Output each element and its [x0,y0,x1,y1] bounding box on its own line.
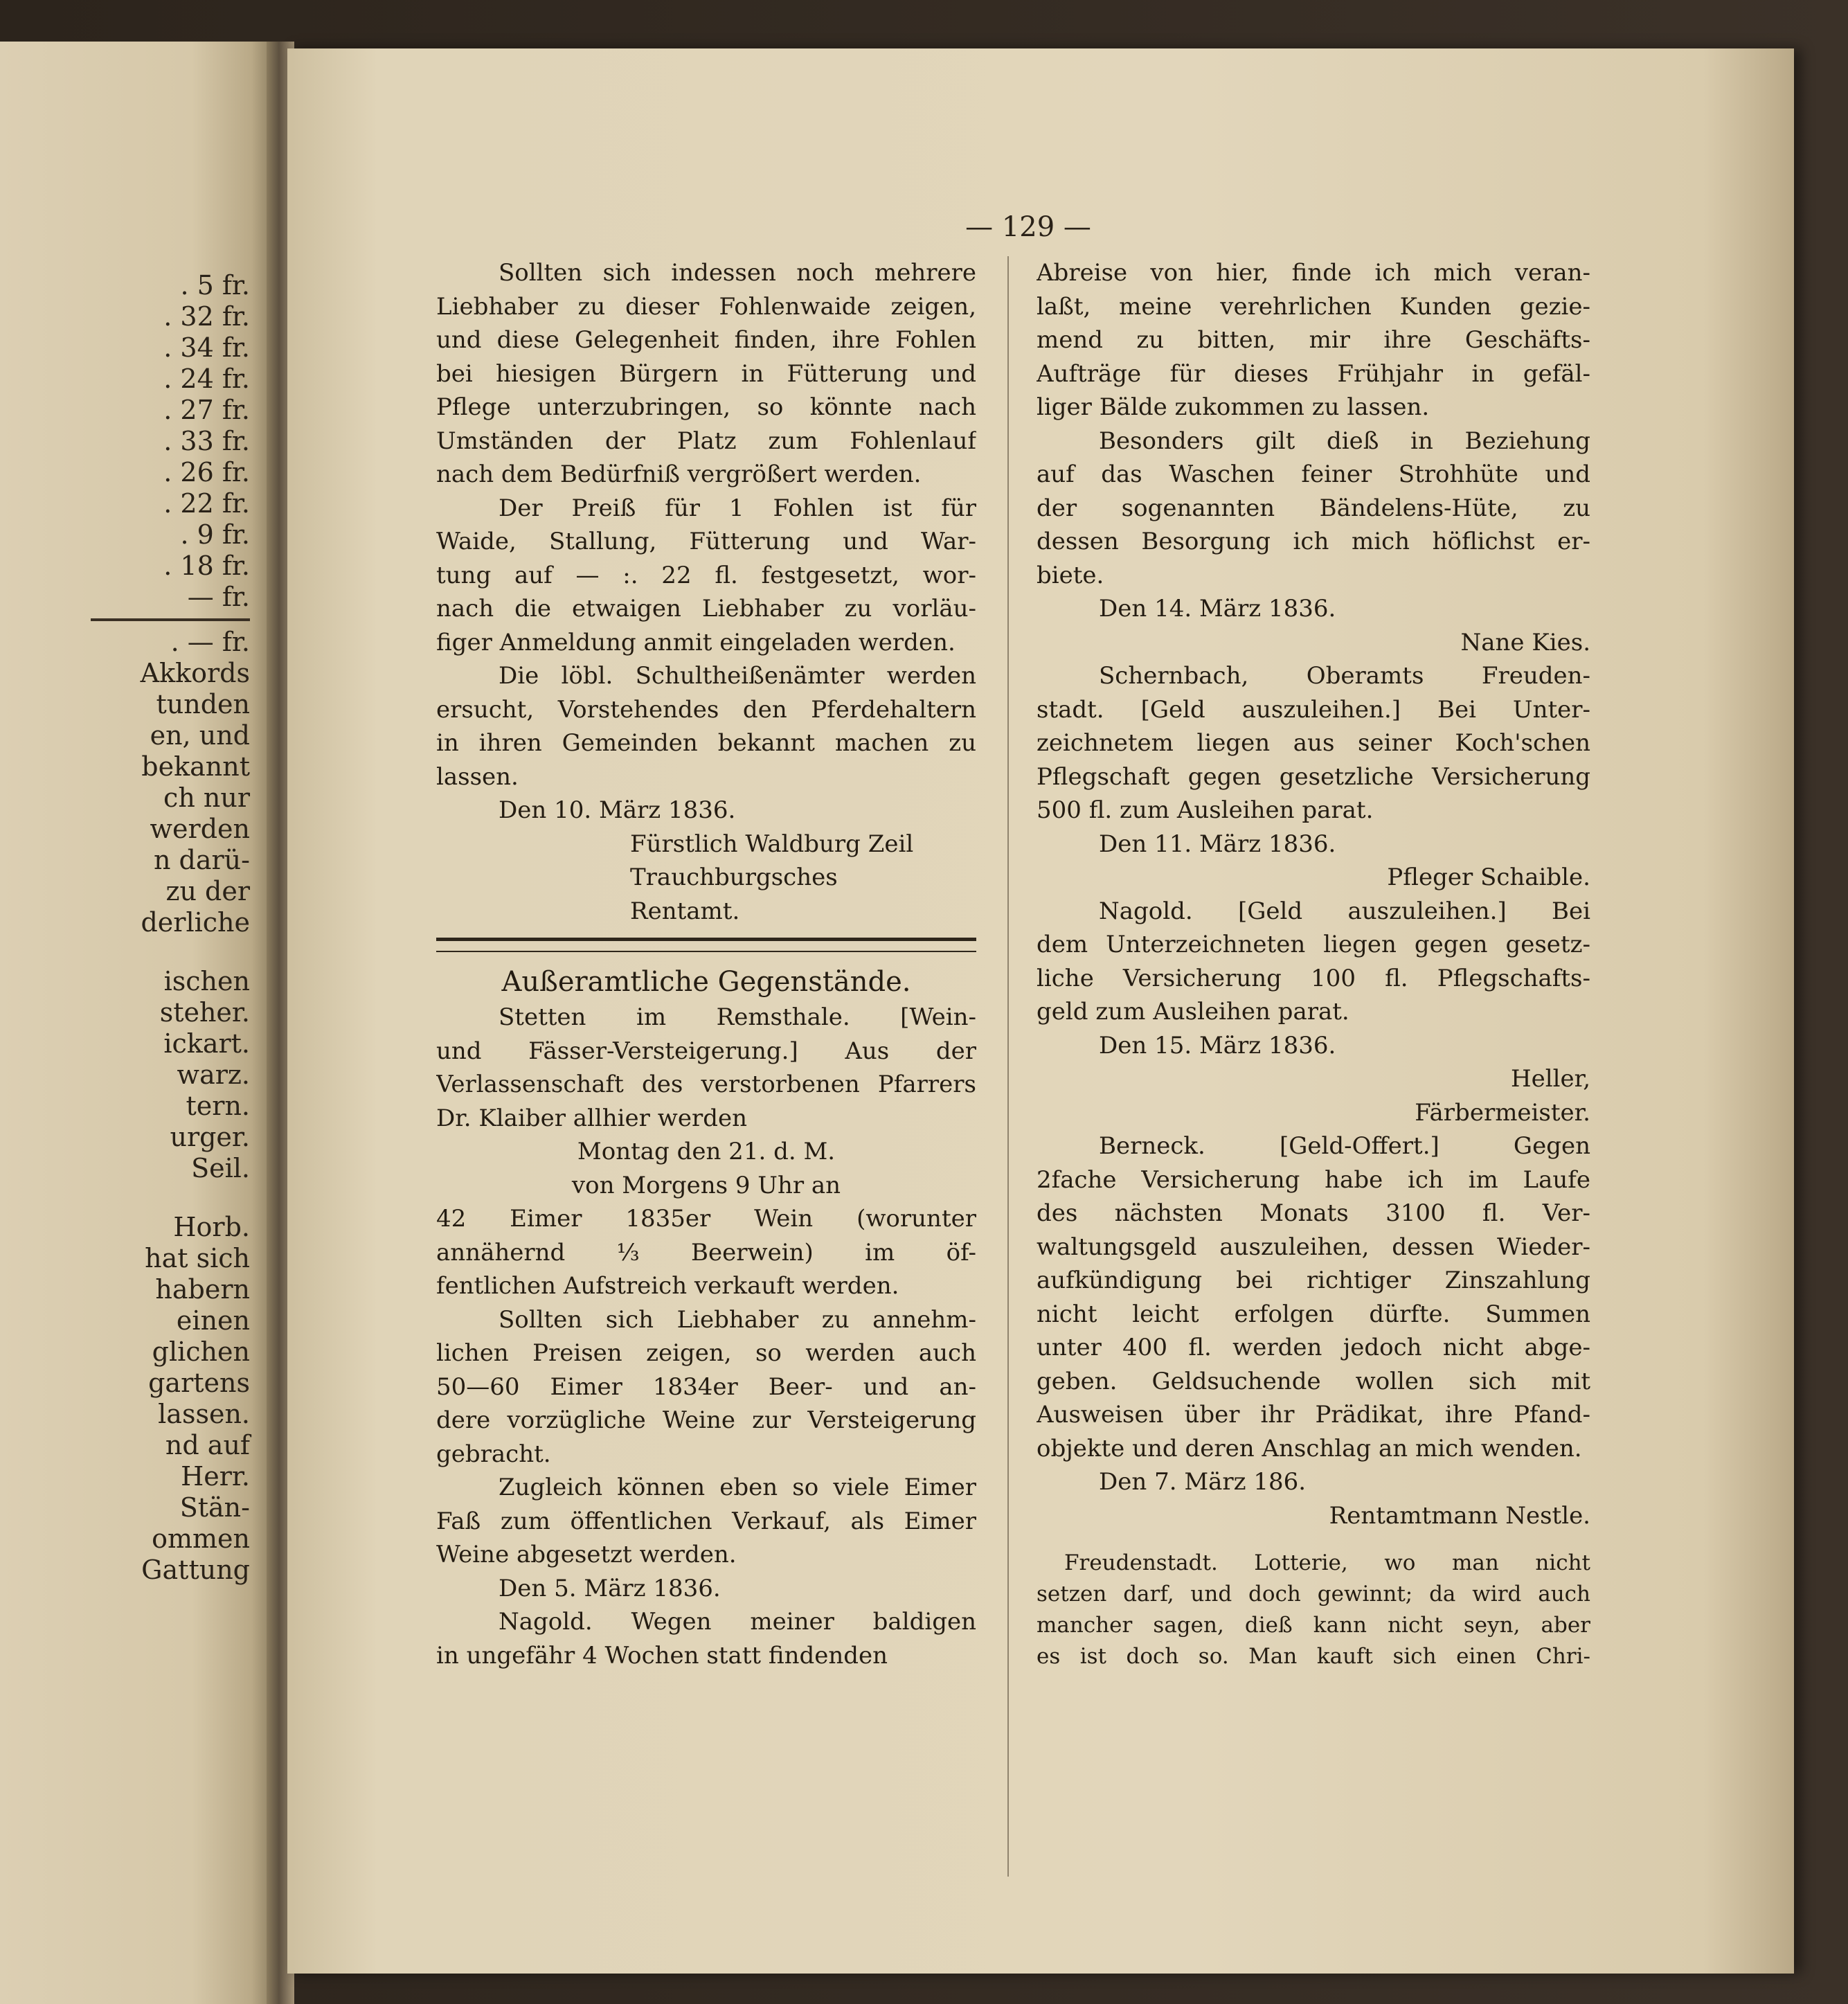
heller-signature [1037,1062,1590,1129]
text-line: bei hiesigen Bürgern in Fütterung und [436,359,976,388]
fragment-line: . — fr. [170,627,250,657]
signature: Nane Kies. [1460,628,1590,656]
schedule-line: von Morgens 9 Uhr an [571,1171,841,1199]
text-line: Verlassenschaft des verstorbenen Pfarrers [436,1071,976,1098]
spacer [1037,1532,1590,1548]
text-line: Waide, Stallung, Fütterung und War- [436,528,976,555]
signature-line: Färbermeister. [1415,1098,1590,1127]
text-line: Sollten sich indessen noch mehrere [499,259,976,287]
text-line: 42 Eimer 1835er Wein (worunter [436,1205,976,1233]
right-column [1037,256,1590,1672]
fragment-line: tunden [156,689,250,719]
text-line: gebracht. [436,1440,551,1468]
fragment-line: steher. [159,997,250,1028]
fragment-line: . 27 fr. [163,395,250,425]
text-line: Stetten im Remsthale. [Wein- [499,1003,976,1031]
text-line: Die löbl. Schultheißenämter werden [499,662,976,690]
text-line: des nächsten Monats 3100 fl. Ver- [1037,1199,1590,1227]
text-line: annähernd ⅓ Beerwein) im öf- [436,1238,976,1267]
fragment-line: hat sich [145,1243,250,1273]
column-divider [1007,256,1009,1877]
text-line: 2fache Versicherung habe ich im Laufe [1037,1165,1590,1194]
text-line: stadt. [Geld auszuleihen.] Bei Unter- [1037,695,1590,724]
text-line: Nagold. Wegen meiner baldigen [499,1608,976,1636]
fragment-line: . 33 fr. [163,426,250,456]
signature-line: Rentamt. [630,897,740,925]
fragment-line: ischen [163,966,250,996]
fragment-line: derliche [141,907,250,938]
fragment-line: urger. [170,1122,250,1152]
text-line: liger Bälde zukommen zu lassen. [1037,393,1430,421]
fragment-line: . 22 fr. [163,488,250,519]
text-line: der sogenannten Bändelens-Hüte, zu [1037,494,1590,522]
fragment-gap [70,1184,250,1212]
text-line: Zugleich können eben so viele Eimer [499,1474,976,1501]
signature-line: Fürstlich Waldburg Zeil [630,830,914,858]
preis-paragraph [436,492,976,660]
text-line: Aufträge für dieses Frühjahr in gefäl- [1037,359,1590,388]
fragment-line: — fr. [187,582,250,612]
signature: Pfleger Schaible. [1387,864,1590,891]
stetten-paragraph [436,1001,976,1135]
left-column [436,256,976,1672]
schedule-line: Montag den 21. d. M. [577,1138,836,1165]
fragment-line: habern [155,1274,250,1305]
nagold-loan-paragraph [1037,895,1590,1029]
barrel-paragraph [436,1471,976,1572]
fragment-line: ch nur [163,782,250,813]
fragment-gap [70,938,250,966]
small-text-line: Freudenstadt. Lotterie, wo man nicht [1064,1550,1590,1575]
text-line: objekte und deren Anschlag an mich wenden. [1037,1434,1582,1462]
strohhuete-paragraph [1037,424,1590,593]
fragment-line: . 32 fr. [163,301,250,332]
text-line: Faß zum öffentlichen Verkauf, als Eimer [436,1507,976,1535]
fragment-line: lassen. [158,1399,250,1429]
text-line: Umständen der Platz zum Fohlenlauf [436,427,976,455]
text-line: Abreise von hier, finde ich mich veran- [1037,259,1590,287]
fragment-line: Seil. [191,1153,250,1183]
text-line: Der Preiß für 1 Fohlen ist für [499,494,976,522]
small-text-line: setzen darf, und doch gewinnt; da wird auch [1037,1582,1590,1607]
fragment-line: nd auf [165,1430,250,1460]
text-line: ersucht, Vorstehendes den Pferdehaltern [436,695,976,724]
text-line: Liebhaber zu dieser Fohlenwaide zeigen, [436,292,976,321]
text-line: tung auf — :. 22 fl. festgesetzt, wor- [436,561,976,589]
fragment-line: warz. [177,1059,250,1090]
fragment-line: Herr. [181,1461,250,1492]
text-line: mend zu bitten, mir ihre Geschäfts- [1037,326,1590,354]
fragment-line: Horb. [173,1212,250,1242]
fragment-line: ickart. [163,1028,250,1059]
text-line: in ihren Gemeinden bekannt machen zu [436,729,976,757]
section-heading: Außeramtliche Gegenstände. [501,966,911,998]
fragment-line: einen [176,1305,250,1336]
text-line: und diese Gelegenheit finden, ihre Fohlen [436,326,976,354]
text-line: Weine abgesetzt werden. [436,1541,737,1568]
left-page-text [70,270,250,1586]
text-line: biete. [1037,561,1104,589]
date-line: Den 5. März 1836. [499,1574,721,1602]
fragment-line: ommen [152,1523,250,1554]
fragment-line: . 34 fr. [163,332,250,363]
fragment-rule [91,618,250,621]
text-line: Schernbach, Oberamts Freuden- [1099,662,1590,690]
small-text-line: es ist doch so. Man kauft sich einen Chri- [1037,1644,1590,1669]
text-line: in ungefähr 4 Wochen statt findenden [436,1641,888,1670]
page-number: — 129 — [965,211,1091,243]
fragment-line: . 5 fr. [180,270,250,301]
text-line: Dr. Klaiber allhier werden [436,1104,747,1132]
text-line: figer Anmeldung anmit eingeladen werden. [436,628,956,656]
fragment-line: Gattung [141,1555,250,1585]
fragment-line: gartens [148,1368,250,1398]
text-line: Ausweisen über ihr Prädikat, ihre Pfand- [1037,1401,1590,1429]
text-line: und Fässer-Versteigerung.] Aus der [436,1037,976,1065]
rentamt-signature [436,827,976,929]
signature-line: Trauchburgsches [630,864,838,891]
text-line: nicht leicht erfolgen dürfte. Summen [1037,1300,1590,1328]
fragment-line: . 18 fr. [163,551,250,581]
text-line: lassen. [436,762,519,791]
auction-schedule [436,1135,976,1202]
text-line: Sollten sich Liebhaber zu annehm- [499,1305,976,1334]
left-page-fragment [0,42,273,2004]
text-line: Pflege unterzubringen, so könnte nach [436,393,976,421]
signature: Rentamtmann Nestle. [1329,1501,1590,1530]
text-line: dessen Besorgung ich mich höflichst er- [1037,528,1590,555]
text-line: dem Unterzeichneten liegen gegen gesetz- [1037,931,1590,958]
fragment-line: Stän- [179,1492,250,1523]
fragment-line: bekannt [141,751,250,782]
text-line: fentlichen Aufstreich verkauft werden. [436,1272,899,1300]
fragment-line: glichen [152,1336,250,1367]
text-line: unter 400 fl. werden jedoch nicht abge- [1037,1334,1590,1361]
text-line: geld zum Ausleihen parat. [1037,998,1349,1026]
text-line: lichen Preisen zeigen, so werden auch [436,1339,976,1367]
right-page [287,48,1794,1974]
fragment-line: tern. [186,1091,250,1121]
fragment-line: . 26 fr. [163,457,250,487]
fragment-line: . 24 fr. [163,364,250,394]
fragment-line: zu der [165,876,250,906]
text-line: auf das Waschen feiner Strohhüte und [1037,460,1590,488]
date-line: Den 15. März 1836. [1099,1031,1336,1059]
schernbach-paragraph [1037,659,1590,827]
text-line: liche Versicherung 100 fl. Pflegschafts- [1037,964,1590,992]
text-line: 500 fl. zum Ausleihen parat. [1037,796,1374,824]
date-line: Den 14. März 1836. [1099,595,1336,623]
additional-wine-paragraph [436,1303,976,1471]
text-line: nach die etwaigen Liebhaber zu vorläu- [436,595,976,623]
fragment-line: Akkords [140,658,250,688]
date-line: Den 10. März 1836. [499,796,736,824]
text-line: dere vorzügliche Weine zur Versteigerung [436,1406,976,1434]
text-line: nach dem Bedürfniß vergrößert werden. [436,460,922,488]
fragment-line: n darü- [153,845,250,875]
text-line: geben. Geldsuchende wollen sich mit [1037,1367,1590,1395]
date-line: Den 7. März 186. [1099,1468,1307,1496]
text-line: aufkündigung bei richtiger Zinszahlung [1037,1267,1590,1294]
freudenstadt-lottery-paragraph [1037,1548,1590,1672]
signature-line: Heller, [1511,1065,1590,1093]
text-line: waltungsgeld auszuleihen, dessen Wieder- [1037,1233,1590,1261]
fragment-line: en, und [150,720,250,751]
fohlenwaide-paragraph [436,256,976,492]
text-line: 50—60 Eimer 1834er Beer- und an- [436,1372,976,1401]
text-line: zeichnetem liegen aus seiner Koch'schen [1037,729,1590,757]
departure-continuation-paragraph [1037,256,1590,424]
text-line: Pflegschaft gegen gesetzliche Versicherung [1037,762,1590,791]
text-line: Berneck. [Geld-Offert.] Gegen [1099,1132,1590,1160]
date-line: Den 11. März 1836. [1099,830,1336,858]
berneck-paragraph [1037,1129,1590,1465]
nagold-departure-paragraph [436,1605,976,1672]
small-text-line: mancher sagen, dieß kann nicht seyn, aber [1037,1613,1590,1638]
schultheissen-paragraph [436,659,976,794]
wine-lot-paragraph [436,1202,976,1303]
section-divider [436,938,976,952]
text-line: Besonders gilt dieß in Beziehung [1099,427,1590,455]
fragment-line: . 9 fr. [180,519,250,550]
fragment-line: werden [150,814,250,844]
text-line: Nagold. [Geld auszuleihen.] Bei [1099,897,1590,925]
text-line: laßt, meine verehrlichen Kunden gezie- [1037,292,1590,321]
